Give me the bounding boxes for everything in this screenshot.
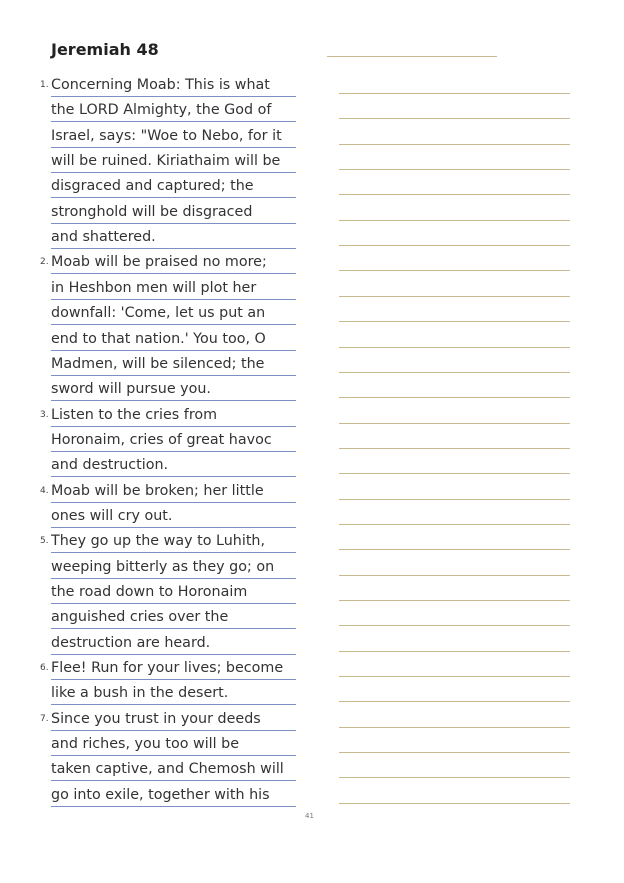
writing-line[interactable] [339,270,570,271]
verse-line: ones will cry out. [51,505,296,528]
verse-line: disgraced and captured; the [51,175,296,198]
writing-line[interactable] [339,651,570,652]
verse-number: 7. [40,713,49,724]
verse-line: taken captive, and Chemosh will [51,758,296,781]
writing-line[interactable] [339,423,570,424]
verse-line: will be ruined. Kiriathaim will be [51,150,296,173]
page-number: 41 [305,812,314,820]
writing-line[interactable] [339,727,570,728]
writing-line[interactable] [339,524,570,525]
verse-line: Since you trust in your deeds [51,708,296,731]
writing-line[interactable] [339,245,570,246]
writing-line[interactable] [339,473,570,474]
verse-line: Israel, says: "Woe to Nebo, for it [51,125,296,148]
verse-line: weeping bitterly as they go; on [51,556,296,579]
verse-line: Concerning Moab: This is what [51,74,296,97]
verse-number: 2. [40,257,49,268]
writing-line[interactable] [339,372,570,373]
writing-line[interactable] [339,752,570,753]
writing-line[interactable] [339,169,570,170]
writing-line[interactable] [339,194,570,195]
verse-line: in Heshbon men will plot her [51,277,296,300]
verse-number: 4. [40,485,49,496]
verse-line: anguished cries over the [51,606,296,629]
verse-line: Flee! Run for your lives; become [51,657,296,680]
writing-line[interactable] [339,701,570,702]
writing-line[interactable] [339,600,570,601]
verse-number: 1. [40,80,49,90]
verse-line: Madmen, will be silenced; the [51,353,296,376]
verse-line: Moab will be praised no more; [51,251,296,274]
page-title: Jeremiah 48 [51,40,159,59]
verse-line: and destruction. [51,454,296,477]
verse-line: like a bush in the desert. [51,682,296,705]
verse-line: the LORD Almighty, the God of [51,99,296,122]
verse-line: destruction are heard. [51,632,296,655]
writing-line[interactable] [339,549,570,550]
verse-line: go into exile, together with his [51,784,296,807]
verse-line: the road down to Horonaim [51,581,296,604]
writing-line[interactable] [339,448,570,449]
verse-line: and riches, you too will be [51,733,296,756]
verse-line: stronghold will be disgraced [51,201,296,224]
writing-line[interactable] [339,321,570,322]
verse-line: and shattered. [51,226,296,249]
writing-line[interactable] [339,499,570,500]
verse-line: Listen to the cries from [51,404,296,427]
writing-line[interactable] [339,625,570,626]
writing-line[interactable] [339,347,570,348]
verse-line: Horonaim, cries of great havoc [51,429,296,452]
writing-line[interactable] [339,575,570,576]
title-writing-line [327,56,497,57]
verse-line: They go up the way to Luhith, [51,530,296,553]
writing-line[interactable] [339,397,570,398]
writing-line[interactable] [339,777,570,778]
writing-line[interactable] [339,93,570,94]
writing-line[interactable] [339,144,570,145]
verse-line: Moab will be broken; her little [51,480,296,503]
verse-line: downfall: 'Come, let us put an [51,302,296,325]
writing-line[interactable] [339,296,570,297]
verse-line: sword will pursue you. [51,378,296,401]
writing-line[interactable] [339,803,570,804]
verse-line: end to that nation.' You too, O [51,328,296,351]
verse-number: 6. [40,663,49,674]
verse-number: 3. [40,409,49,420]
writing-line[interactable] [339,220,570,221]
writing-line[interactable] [339,676,570,677]
writing-line[interactable] [339,118,570,119]
verse-number: 5. [40,536,49,547]
